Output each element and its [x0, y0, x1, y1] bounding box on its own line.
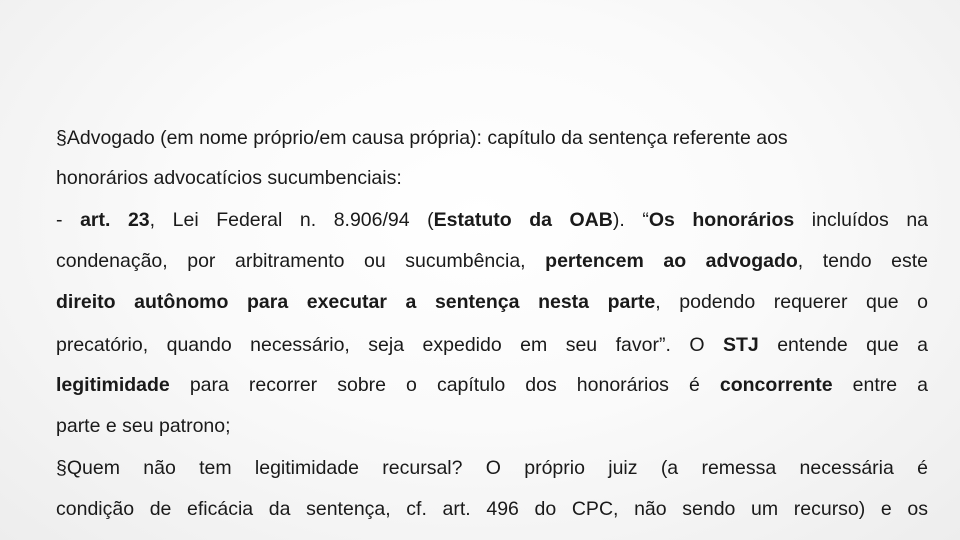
text-segment: §Advogado (em nome próprio/em causa própria): capítulo da sentença referente aos — [56, 127, 788, 149]
text-segment: , podendo requerer que o — [655, 291, 928, 313]
text-line-4 — [56, 249, 928, 273]
text-line-5 — [56, 290, 928, 314]
text-line-7 — [56, 373, 928, 397]
text-segment: para recorrer sobre o capítulo dos honorários é — [169, 374, 720, 396]
text-segment: §Quem não tem legitimidade recursal? O próprio juiz (a remessa necessária é — [56, 457, 928, 479]
bold-text-segment: legitimidade — [56, 374, 170, 396]
bold-text-segment: STJ — [722, 334, 759, 356]
text-line-8 — [56, 414, 928, 438]
bold-text-segment: Os honorários — [648, 209, 795, 231]
text-segment: condenação, por arbitramento ou sucumbência, — [56, 250, 546, 272]
text-segment: entre a — [832, 374, 928, 396]
bold-text-segment: direito autônomo para executar a sentença nesta parte — [56, 291, 656, 313]
text-line-9 — [56, 456, 928, 480]
text-line-2 — [56, 166, 928, 190]
text-segment: ). “ — [612, 209, 649, 231]
bold-text-segment: art. 23 — [80, 209, 150, 231]
bold-text-segment: concorrente — [719, 374, 833, 396]
text-segment: - — [56, 209, 81, 231]
text-segment: entende que a — [758, 334, 929, 356]
text-line-3 — [56, 208, 928, 232]
text-segment: honorários advocatícios sucumbenciais: — [56, 167, 402, 189]
text-segment: condição de eficácia da sentença, cf. art. 496 do CPC, não sendo um recurso) e os — [56, 498, 928, 520]
text-segment: parte e seu patrono; — [56, 415, 231, 437]
text-segment: , tendo este — [797, 250, 928, 272]
text-line-1 — [56, 126, 928, 150]
text-segment: incluídos na — [794, 209, 929, 231]
text-line-10 — [56, 497, 928, 521]
text-line-6 — [56, 333, 928, 357]
text-segment: precatório, quando necessário, seja expedido em seu favor”. O — [56, 334, 723, 356]
bold-text-segment: Estatuto da OAB — [433, 209, 613, 231]
bold-text-segment: pertencem ao advogado — [545, 250, 798, 272]
text-segment: , Lei Federal n. 8.906/94 ( — [149, 209, 434, 231]
